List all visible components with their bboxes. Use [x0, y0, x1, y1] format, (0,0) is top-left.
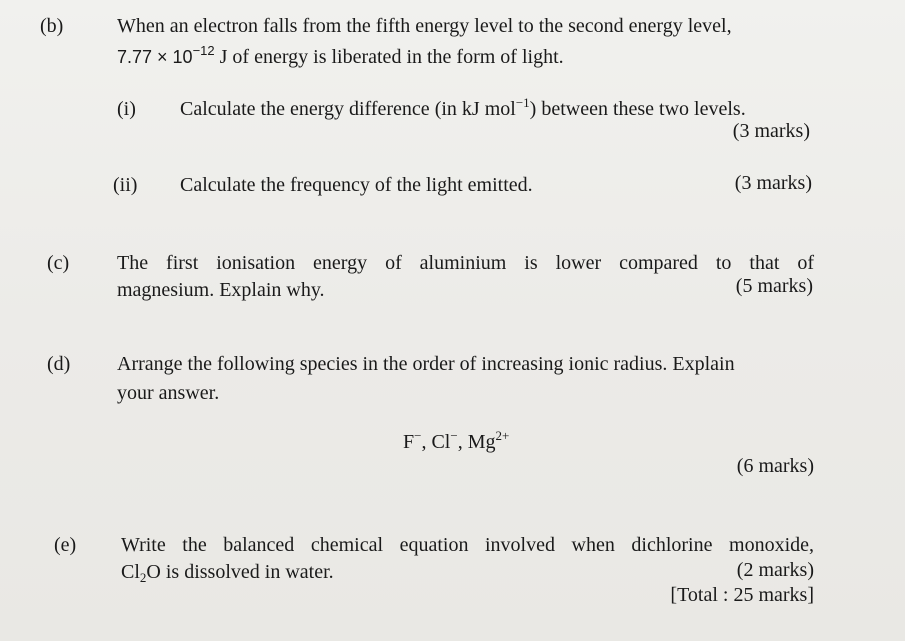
formula-subscript: 2: [139, 570, 147, 585]
formula-o: O: [146, 561, 161, 583]
question-b-line2: [117, 43, 564, 68]
chloride-symbol: Cl: [431, 431, 451, 453]
species-separator: ,: [421, 431, 432, 453]
magnesium-ion-charge: 2+: [495, 428, 510, 443]
question-b-label: (b): [40, 15, 64, 37]
question-b-i-text-post: ) between these two levels.: [529, 98, 746, 120]
question-c-marks: (5 marks): [735, 275, 813, 297]
question-e-line2-rest: is dissolved in water.: [160, 561, 334, 583]
question-b-ii-marks: (3 marks): [734, 172, 812, 194]
question-b-i-label: (i): [117, 98, 136, 120]
energy-rest: J of energy is liberated in the form of light.: [214, 46, 564, 68]
magnesium-ion-symbol: Mg: [467, 431, 496, 453]
question-d-line2: your answer.: [117, 382, 220, 404]
question-b-ii-label: (ii): [113, 174, 138, 196]
chloride-charge: −: [450, 428, 458, 443]
question-e-marks: (2 marks): [736, 559, 814, 581]
energy-exponent: −12: [192, 43, 215, 58]
question-b-ii-text: Calculate the frequency of the light emitted.: [180, 174, 533, 196]
formula-cl: Cl: [121, 561, 140, 583]
question-b-i-text: [180, 95, 746, 120]
energy-value: 7.77 × 10: [117, 47, 193, 67]
question-e-label: (e): [54, 534, 77, 556]
question-e-line2: [121, 561, 334, 585]
question-d-label: (d): [47, 353, 71, 375]
question-c-line1: The first ionisation energy of aluminium is lower compared to that of: [117, 252, 814, 274]
total-marks: [Total : 25 marks]: [670, 584, 814, 606]
question-d-marks: (6 marks): [736, 455, 814, 477]
question-b-i-exp: −1: [515, 95, 530, 110]
question-c-label: (c): [47, 252, 70, 274]
question-b-i-marks: (3 marks): [732, 120, 810, 142]
question-b-i-text-pre: Calculate the energy difference (in kJ mol: [180, 98, 516, 120]
fluoride-charge: −: [414, 428, 422, 443]
question-e-line1: Write the balanced chemical equation involved when dichlorine monoxide,: [121, 534, 814, 556]
question-c-line2: magnesium. Explain why.: [117, 279, 325, 301]
ion-species-list: [403, 428, 510, 453]
dichlorine-monoxide-formula: [121, 561, 161, 583]
question-b-line1: When an electron falls from the fifth energy level to the second energy level,: [117, 15, 732, 37]
species-separator: ,: [457, 431, 468, 453]
fluoride-symbol: F: [403, 431, 415, 453]
question-d-line1: Arrange the following species in the order of increasing ionic radius. Explain: [117, 353, 735, 375]
